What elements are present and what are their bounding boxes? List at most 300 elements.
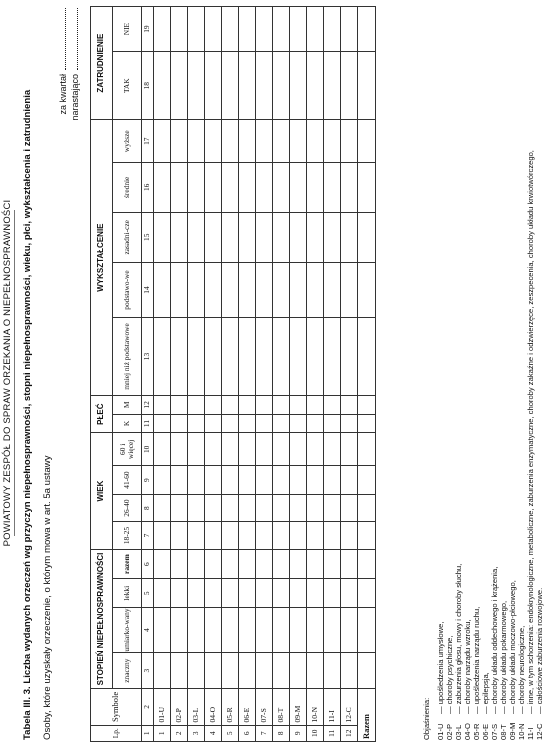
data-cell[interactable]: [273, 549, 290, 579]
data-cell[interactable]: [171, 433, 188, 466]
data-cell[interactable]: [205, 414, 222, 433]
data-cell[interactable]: [222, 579, 239, 608]
data-cell[interactable]: [188, 52, 205, 120]
data-cell[interactable]: [222, 317, 239, 395]
legend-text: — choroby układu moczowo-płciowego,: [508, 580, 517, 714]
data-cell[interactable]: [341, 263, 358, 318]
column-number: 1: [142, 725, 154, 741]
data-cell[interactable]: [171, 163, 188, 212]
data-cell[interactable]: [307, 433, 324, 466]
data-cell[interactable]: [256, 263, 273, 318]
total-cell[interactable]: [358, 263, 376, 318]
data-cell[interactable]: [290, 549, 307, 579]
legend: [422, 150, 544, 740]
data-cell[interactable]: [171, 317, 188, 395]
total-cell[interactable]: [358, 52, 376, 120]
data-cell[interactable]: [290, 608, 307, 653]
col-18-25: 18-25: [113, 522, 142, 549]
data-cell[interactable]: [188, 7, 205, 52]
data-cell[interactable]: [307, 395, 324, 414]
data-cell[interactable]: [239, 7, 256, 52]
data-cell[interactable]: [273, 7, 290, 52]
legend-text: — całościowe zaburzenia rozwojowe.: [535, 587, 544, 714]
legend-text: — upośledzenia narządu ruchu,: [472, 606, 481, 714]
table-subtitle: Osoby, które uzyskały orzeczenie, o którym mowa w art. 5a ustawy: [42, 455, 53, 740]
data-cell[interactable]: [205, 653, 222, 689]
row-lp: 10: [307, 725, 324, 741]
data-cell[interactable]: [205, 263, 222, 318]
data-cell[interactable]: [273, 52, 290, 120]
data-cell[interactable]: [222, 549, 239, 579]
data-cell[interactable]: [239, 414, 256, 433]
data-cell[interactable]: [188, 579, 205, 608]
legend-code: 07-S: [490, 723, 499, 740]
table-row: [307, 7, 324, 742]
data-cell[interactable]: [273, 163, 290, 212]
data-cell[interactable]: [324, 263, 341, 318]
data-cell[interactable]: [290, 163, 307, 212]
period-quarter-label: za kwartał: [58, 74, 68, 115]
total-cell[interactable]: [358, 653, 376, 689]
data-cell[interactable]: [154, 494, 171, 521]
data-cell[interactable]: [324, 522, 341, 549]
data-cell[interactable]: [188, 549, 205, 579]
total-cell[interactable]: [358, 608, 376, 653]
data-cell[interactable]: [324, 653, 341, 689]
data-cell[interactable]: [154, 579, 171, 608]
col-znaczny: znaczny: [113, 653, 142, 689]
data-cell[interactable]: [188, 414, 205, 433]
data-cell[interactable]: [307, 522, 324, 549]
data-cell[interactable]: [222, 466, 239, 495]
data-cell[interactable]: [273, 317, 290, 395]
data-cell[interactable]: [171, 494, 188, 521]
data-cell[interactable]: [171, 7, 188, 52]
data-cell[interactable]: [205, 466, 222, 495]
row-lp: 11: [324, 725, 341, 741]
data-cell[interactable]: [154, 163, 171, 212]
data-cell[interactable]: [341, 433, 358, 466]
data-cell[interactable]: [341, 466, 358, 495]
data-cell[interactable]: [307, 466, 324, 495]
data-cell[interactable]: [256, 466, 273, 495]
data-cell[interactable]: [222, 494, 239, 521]
data-cell[interactable]: [324, 579, 341, 608]
data-cell[interactable]: [256, 414, 273, 433]
data-cell[interactable]: [188, 466, 205, 495]
data-cell[interactable]: [324, 549, 341, 579]
data-cell[interactable]: [188, 120, 205, 163]
data-cell[interactable]: [222, 608, 239, 653]
col-srednie: średnie: [113, 163, 142, 212]
data-cell[interactable]: [341, 522, 358, 549]
data-cell[interactable]: [307, 653, 324, 689]
data-cell[interactable]: [154, 317, 171, 395]
group-stopien: STOPIEŃ NIEPEŁNOSPRAWNOŚCI: [91, 549, 113, 689]
row-lp: 12: [341, 725, 358, 741]
data-cell[interactable]: [256, 579, 273, 608]
data-cell[interactable]: [307, 120, 324, 163]
data-cell[interactable]: [205, 395, 222, 414]
table-row: [205, 7, 222, 742]
col-m: M: [113, 395, 142, 414]
data-cell[interactable]: [205, 212, 222, 263]
data-cell[interactable]: [324, 120, 341, 163]
data-cell[interactable]: [154, 653, 171, 689]
data-cell[interactable]: [222, 522, 239, 549]
period-quarter-field[interactable]: [65, 8, 66, 70]
data-cell[interactable]: [239, 120, 256, 163]
data-cell[interactable]: [324, 317, 341, 395]
data-cell[interactable]: [154, 120, 171, 163]
data-cell[interactable]: [273, 653, 290, 689]
total-cell[interactable]: [358, 414, 376, 433]
legend-item: [445, 150, 454, 740]
total-cell[interactable]: [358, 579, 376, 608]
data-cell[interactable]: [222, 395, 239, 414]
legend-text: — choroby układu pokarmowego,: [499, 600, 508, 714]
row-lp: 3: [188, 725, 205, 741]
data-cell[interactable]: [239, 395, 256, 414]
data-cell[interactable]: [171, 653, 188, 689]
total-cell[interactable]: [358, 549, 376, 579]
total-cell[interactable]: [358, 163, 376, 212]
legend-text: — inne, w tym schorzenia: endokrynologiczne, metaboliczne, zaburzenia enzymatyczne, choroby zakaźne i odzwierzęce, zeszpecenia, choroby układu krwiotwórczego,: [526, 150, 535, 714]
data-cell[interactable]: [171, 395, 188, 414]
data-cell[interactable]: [307, 579, 324, 608]
data-cell[interactable]: [239, 317, 256, 395]
col-60-plus: 60 i więcej: [113, 433, 142, 466]
total-cell[interactable]: [358, 522, 376, 549]
data-cell[interactable]: [205, 433, 222, 466]
legend-item: [508, 150, 517, 740]
data-cell[interactable]: [290, 494, 307, 521]
data-cell[interactable]: [239, 466, 256, 495]
column-number: 17: [142, 120, 154, 163]
legend-text: — epilepsja,: [481, 672, 490, 714]
total-cell[interactable]: [358, 494, 376, 521]
data-cell[interactable]: [154, 395, 171, 414]
row-code: 09-M: [290, 689, 307, 725]
data-cell[interactable]: [239, 494, 256, 521]
legend-code: 12-C: [535, 723, 544, 740]
header-rule: [14, 210, 15, 536]
data-cell[interactable]: [307, 549, 324, 579]
data-cell[interactable]: [256, 7, 273, 52]
data-cell[interactable]: [307, 263, 324, 318]
data-cell[interactable]: [205, 608, 222, 653]
data-cell[interactable]: [222, 263, 239, 318]
data-cell[interactable]: [256, 163, 273, 212]
data-cell[interactable]: [324, 433, 341, 466]
data-cell[interactable]: [290, 653, 307, 689]
data-cell[interactable]: [239, 522, 256, 549]
data-cell[interactable]: [324, 494, 341, 521]
data-cell[interactable]: [324, 212, 341, 263]
data-cell[interactable]: [273, 466, 290, 495]
row-lp: 1: [154, 725, 171, 741]
group-wyksztalcenie: WYKSZTAŁCENIE: [91, 120, 113, 396]
data-cell[interactable]: [205, 494, 222, 521]
data-cell[interactable]: [341, 120, 358, 163]
data-cell[interactable]: [222, 163, 239, 212]
data-cell[interactable]: [222, 414, 239, 433]
data-cell[interactable]: [222, 433, 239, 466]
data-cell[interactable]: [222, 212, 239, 263]
legend-code: 09-M: [508, 722, 517, 740]
data-cell[interactable]: [290, 120, 307, 163]
data-cell[interactable]: [256, 494, 273, 521]
data-cell[interactable]: [171, 608, 188, 653]
data-cell[interactable]: [154, 608, 171, 653]
data-cell[interactable]: [307, 7, 324, 52]
data-cell[interactable]: [256, 317, 273, 395]
data-cell[interactable]: [341, 653, 358, 689]
data-cell[interactable]: [205, 579, 222, 608]
col-mniej-niz-podstawowe: mniej niż podstawowe: [113, 317, 142, 395]
data-cell[interactable]: [307, 163, 324, 212]
data-cell[interactable]: [256, 433, 273, 466]
table-row: [273, 7, 290, 742]
data-cell[interactable]: [324, 52, 341, 120]
data-cell[interactable]: [205, 163, 222, 212]
data-cell[interactable]: [205, 317, 222, 395]
data-cell[interactable]: [171, 120, 188, 163]
legend-text: — choroby układu oddechowego i krążenia,: [490, 566, 499, 714]
data-cell[interactable]: [256, 653, 273, 689]
column-number: 6: [142, 549, 154, 579]
row-code: 02-P: [171, 689, 188, 725]
table-body: [142, 7, 376, 742]
data-cell[interactable]: [290, 466, 307, 495]
column-number: 18: [142, 52, 154, 120]
row-lp: 8: [273, 725, 290, 741]
col-symbole: Symbole: [91, 689, 142, 725]
column-number: 7: [142, 522, 154, 549]
data-cell[interactable]: [290, 579, 307, 608]
data-cell[interactable]: [324, 395, 341, 414]
data-cell[interactable]: [307, 494, 324, 521]
data-cell[interactable]: [341, 549, 358, 579]
column-number: 5: [142, 579, 154, 608]
data-cell[interactable]: [256, 395, 273, 414]
data-cell[interactable]: [171, 52, 188, 120]
data-cell[interactable]: [341, 52, 358, 120]
data-cell[interactable]: [205, 549, 222, 579]
data-cell[interactable]: [290, 7, 307, 52]
legend-text: — zaburzenia głosu, mowy i choroby słuchu,: [454, 563, 463, 714]
column-number: 15: [142, 212, 154, 263]
data-cell[interactable]: [256, 212, 273, 263]
data-cell[interactable]: [239, 653, 256, 689]
data-cell[interactable]: [256, 522, 273, 549]
data-cell[interactable]: [290, 263, 307, 318]
data-cell[interactable]: [341, 395, 358, 414]
data-cell[interactable]: [290, 52, 307, 120]
data-cell[interactable]: [307, 414, 324, 433]
data-cell[interactable]: [290, 522, 307, 549]
data-cell[interactable]: [154, 433, 171, 466]
data-cell[interactable]: [222, 120, 239, 163]
data-cell[interactable]: [324, 608, 341, 653]
data-cell[interactable]: [205, 52, 222, 120]
data-cell[interactable]: [273, 494, 290, 521]
data-cell[interactable]: [290, 212, 307, 263]
col-26-40: 26-40: [113, 494, 142, 521]
data-cell[interactable]: [239, 212, 256, 263]
data-cell[interactable]: [205, 120, 222, 163]
legend-text: — choroby narządu wzroku,: [463, 619, 472, 714]
data-cell[interactable]: [307, 608, 324, 653]
data-cell[interactable]: [239, 52, 256, 120]
period-cumulative: [70, 8, 80, 121]
data-cell[interactable]: [154, 52, 171, 120]
data-cell[interactable]: [239, 163, 256, 212]
total-cell[interactable]: [358, 317, 376, 395]
data-cell[interactable]: [171, 522, 188, 549]
data-cell[interactable]: [188, 433, 205, 466]
data-cell[interactable]: [307, 52, 324, 120]
data-cell[interactable]: [239, 263, 256, 318]
data-cell[interactable]: [273, 120, 290, 163]
data-cell[interactable]: [154, 7, 171, 52]
data-cell[interactable]: [171, 579, 188, 608]
data-cell[interactable]: [341, 608, 358, 653]
data-cell[interactable]: [341, 212, 358, 263]
data-cell[interactable]: [341, 414, 358, 433]
data-cell[interactable]: [154, 414, 171, 433]
data-cell[interactable]: [222, 653, 239, 689]
column-number: 12: [142, 395, 154, 414]
total-label: Razem: [358, 689, 376, 742]
data-cell[interactable]: [188, 317, 205, 395]
row-lp: 6: [239, 725, 256, 741]
data-cell[interactable]: [188, 212, 205, 263]
data-cell[interactable]: [154, 212, 171, 263]
legend-item: [454, 150, 463, 740]
row-code: 06-E: [239, 689, 256, 725]
data-cell[interactable]: [154, 549, 171, 579]
data-cell[interactable]: [290, 433, 307, 466]
data-cell[interactable]: [307, 212, 324, 263]
col-tak: TAK: [113, 52, 142, 120]
data-cell[interactable]: [188, 653, 205, 689]
period-cumulative-field[interactable]: [77, 8, 78, 70]
column-number-row: [142, 7, 154, 742]
data-cell[interactable]: [188, 263, 205, 318]
data-cell[interactable]: [273, 608, 290, 653]
data-cell[interactable]: [171, 212, 188, 263]
data-cell[interactable]: [171, 263, 188, 318]
data-cell[interactable]: [341, 579, 358, 608]
data-cell[interactable]: [239, 579, 256, 608]
data-cell[interactable]: [341, 317, 358, 395]
legend-item: [463, 150, 472, 740]
legend-code: 01-U: [436, 723, 445, 740]
data-cell[interactable]: [154, 522, 171, 549]
data-cell[interactable]: [171, 549, 188, 579]
data-cell[interactable]: [273, 522, 290, 549]
data-cell[interactable]: [290, 395, 307, 414]
data-cell[interactable]: [205, 7, 222, 52]
data-cell[interactable]: [256, 52, 273, 120]
data-cell[interactable]: [341, 7, 358, 52]
total-cell[interactable]: [358, 466, 376, 495]
data-cell[interactable]: [188, 494, 205, 521]
total-cell[interactable]: [358, 395, 376, 414]
data-cell[interactable]: [324, 7, 341, 52]
data-cell[interactable]: [256, 549, 273, 579]
data-cell[interactable]: [256, 608, 273, 653]
data-cell[interactable]: [171, 414, 188, 433]
data-cell[interactable]: [273, 395, 290, 414]
data-cell[interactable]: [290, 317, 307, 395]
row-code: 05-R: [222, 689, 239, 725]
data-cell[interactable]: [222, 7, 239, 52]
column-number: 13: [142, 317, 154, 395]
total-cell[interactable]: [358, 433, 376, 466]
data-cell[interactable]: [324, 466, 341, 495]
data-cell[interactable]: [341, 494, 358, 521]
data-cell[interactable]: [205, 522, 222, 549]
data-cell[interactable]: [273, 263, 290, 318]
data-cell[interactable]: [324, 414, 341, 433]
data-cell[interactable]: [290, 414, 307, 433]
data-cell[interactable]: [239, 433, 256, 466]
legend-code: 05-R: [472, 723, 481, 740]
column-number: 10: [142, 433, 154, 466]
legend-item: [481, 150, 490, 740]
col-razem: razem: [113, 549, 142, 579]
legend-item: [535, 150, 544, 740]
data-cell[interactable]: [222, 52, 239, 120]
row-code: 04-O: [205, 689, 222, 725]
group-wiek: WIEK: [91, 433, 113, 549]
data-cell[interactable]: [273, 579, 290, 608]
legend-title: Objaśnienia:: [422, 697, 431, 740]
total-cell[interactable]: [358, 7, 376, 52]
row-code: 10-N: [307, 689, 324, 725]
data-cell[interactable]: [239, 549, 256, 579]
total-cell[interactable]: [358, 212, 376, 263]
data-cell[interactable]: [341, 163, 358, 212]
data-cell[interactable]: [273, 433, 290, 466]
data-cell[interactable]: [188, 395, 205, 414]
data-cell[interactable]: [307, 317, 324, 395]
data-cell[interactable]: [273, 212, 290, 263]
data-cell[interactable]: [239, 608, 256, 653]
legend-code: 02-P: [445, 723, 454, 740]
data-cell[interactable]: [273, 414, 290, 433]
column-number: 11: [142, 414, 154, 433]
col-wyzsze: wyższe: [113, 120, 142, 163]
data-cell[interactable]: [171, 466, 188, 495]
data-cell[interactable]: [154, 263, 171, 318]
legend-item: [526, 150, 535, 740]
column-number: 3: [142, 653, 154, 689]
data-cell[interactable]: [324, 163, 341, 212]
legend-code: 10-N: [517, 723, 526, 740]
data-cell[interactable]: [188, 608, 205, 653]
total-cell[interactable]: [358, 120, 376, 163]
data-cell[interactable]: [154, 466, 171, 495]
data-cell[interactable]: [188, 522, 205, 549]
data-cell[interactable]: [256, 120, 273, 163]
col-lp: Lp.: [91, 725, 142, 741]
table-row: [188, 7, 205, 742]
col-umiarkowany: umiarko-wany: [113, 608, 142, 653]
data-cell[interactable]: [188, 163, 205, 212]
